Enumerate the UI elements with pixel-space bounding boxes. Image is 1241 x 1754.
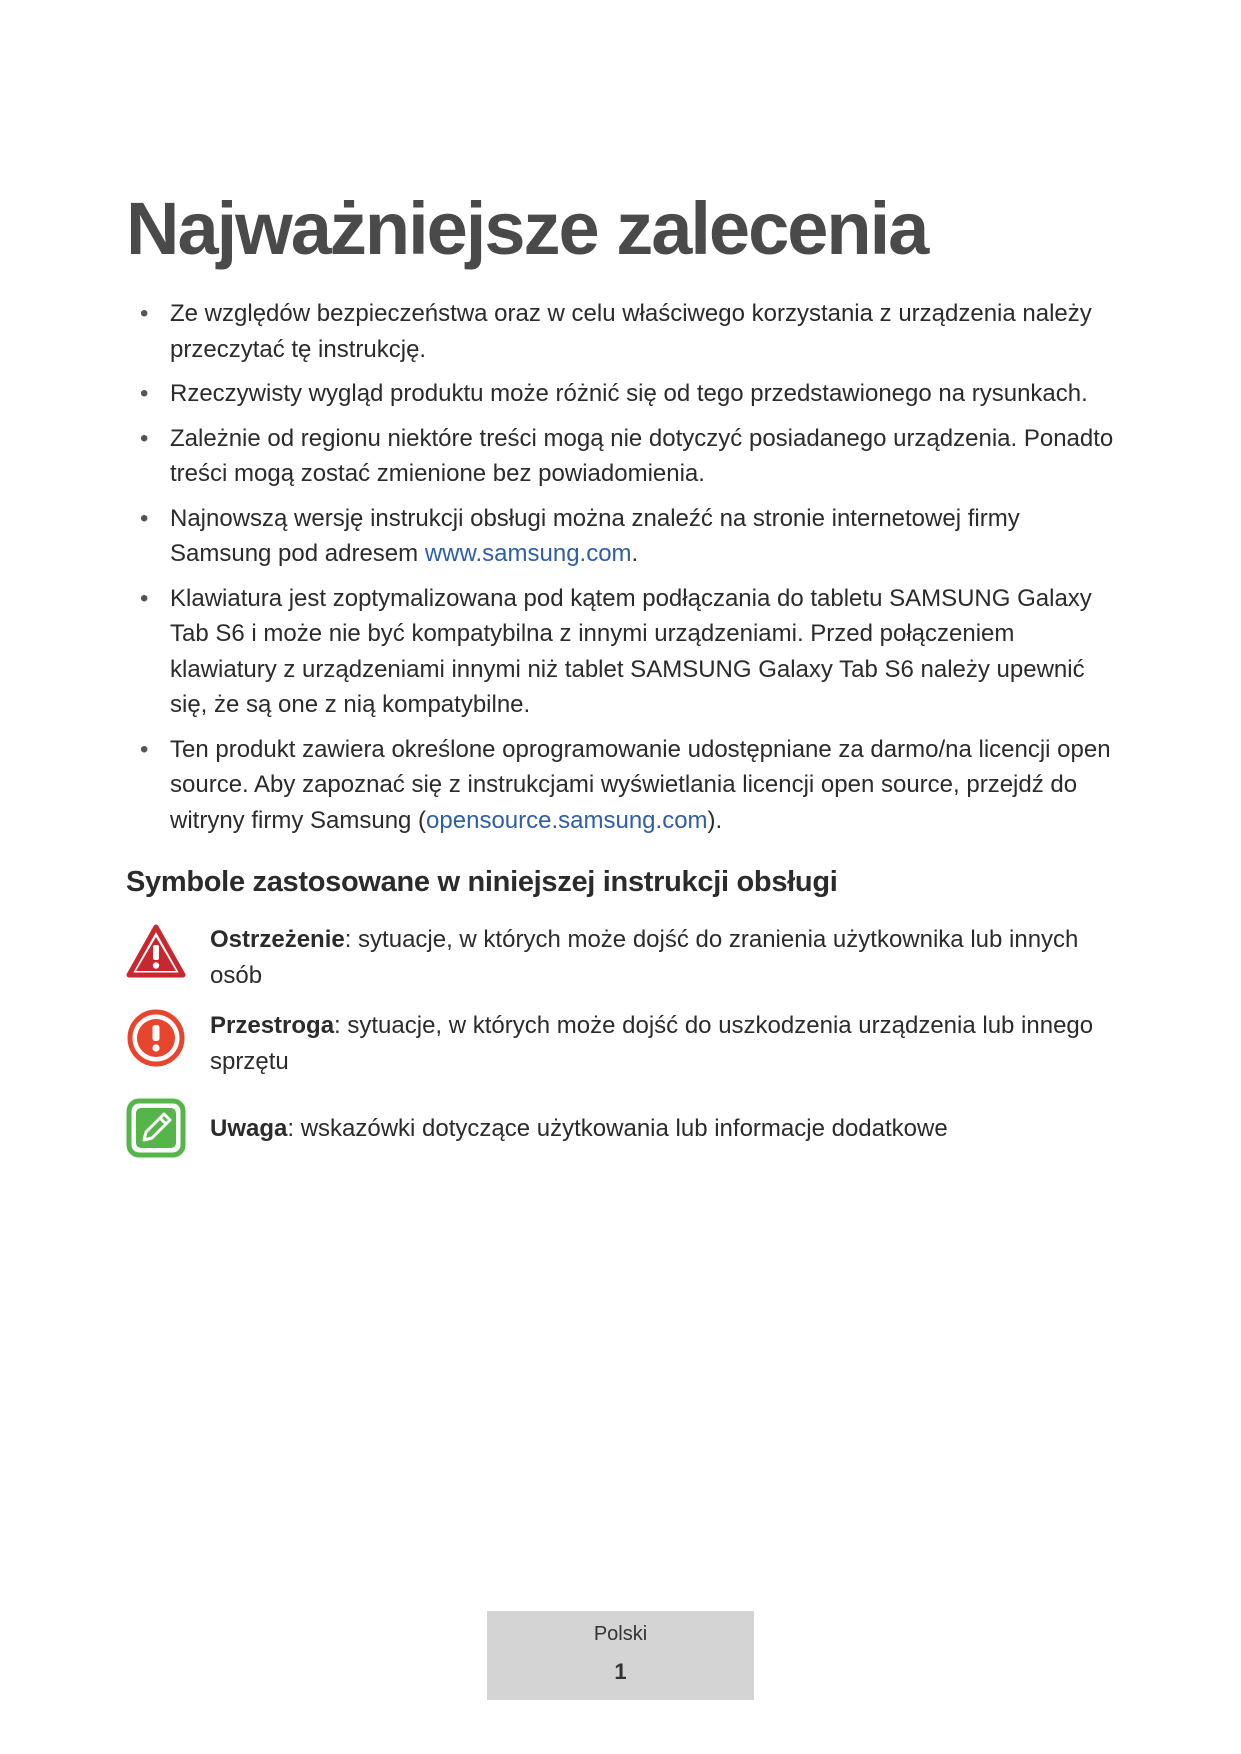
list-item-text: Zależnie od regionu niektóre treści mogą nie dotyczyć posiadanego urządzenia. Ponadto treści mogą zostać zmienione bez powiadomienia. (170, 424, 1114, 487)
page-number: 1 (614, 1659, 627, 1684)
list-item (126, 581, 1126, 723)
symbols-heading: Symbole zastosowane w niniejszej instrukcji obsługi (126, 866, 838, 898)
symbol-label: Ostrzeżenie (210, 926, 345, 953)
list-item (126, 376, 1126, 412)
list-item (126, 421, 1126, 492)
symbol-label: Przestroga (210, 1012, 335, 1039)
opensource-link[interactable]: opensource.samsung.com (426, 806, 708, 834)
recommendations-list (126, 296, 1126, 847)
symbol-warning (126, 922, 1126, 1002)
list-item (126, 732, 1126, 839)
symbol-description: : wskazówki dotyczące użytkowania lub informacje dodatkowe (287, 1115, 948, 1142)
list-item-text: Klawiatura jest zoptymalizowana pod kątem podłączania do tabletu SAMSUNG Galaxy Tab S6 i może nie być kompatybilna z innymi urządzeniami. Przed połączeniem klawiatury z urządzeniami innymi niż tablet SAMSUNG Galaxy Tab S6 należy upewnić się, że są one z nią kompatybilne. (170, 584, 1092, 718)
note-pencil-icon (126, 1098, 186, 1158)
samsung-website-link[interactable]: www.samsung.com (424, 540, 632, 567)
page-footer (487, 1611, 754, 1700)
bullet-icon: • (140, 504, 149, 532)
bullet-icon: • (140, 424, 149, 452)
list-item-text: Ten produkt zawiera określone oprogramowanie udostępniane za darmo/na licencji open source. Aby zapoznać się z instrukcjami wyświetlania licencji open source, przejdź do witryny firmy Samsung ( (170, 735, 1111, 834)
page-title: Najważniejsze zalecenia (126, 187, 928, 270)
footer-language: Polski (593, 1623, 648, 1645)
bullet-icon: • (140, 380, 149, 407)
list-item-text: Najnowszą wersję instrukcji obsługi można znaleźć na stronie internetowej firmy Samsung pod adresem (170, 504, 1020, 567)
list-item (126, 501, 1126, 572)
warning-triangle-icon (126, 922, 186, 982)
symbol-description: : sytuacje, w których może dojść do uszkodzenia urządzenia lub innego sprzętu (210, 1012, 1094, 1075)
list-item-text-end: ). (707, 806, 723, 834)
bullet-icon: • (140, 735, 149, 763)
symbol-description: : sytuacje, w których może dojść do zranienia użytkownika lub innych osób (210, 926, 1079, 989)
list-item (126, 296, 1126, 367)
symbol-note (126, 1098, 1126, 1178)
list-item-text-end: . (631, 540, 639, 567)
caution-circle-icon (126, 1008, 186, 1068)
list-item-text: Rzeczywisty wygląd produktu może różnić się od tego przedstawionego na rysunkach. (170, 380, 1088, 407)
symbol-caution (126, 1008, 1126, 1088)
bullet-icon: • (140, 300, 149, 327)
symbol-label: Uwaga (210, 1115, 288, 1142)
bullet-icon: • (140, 584, 149, 612)
list-item-text: Ze względów bezpieczeństwa oraz w celu właściwego korzystania z urządzenia należy przeczytać tę instrukcję. (170, 300, 1092, 363)
